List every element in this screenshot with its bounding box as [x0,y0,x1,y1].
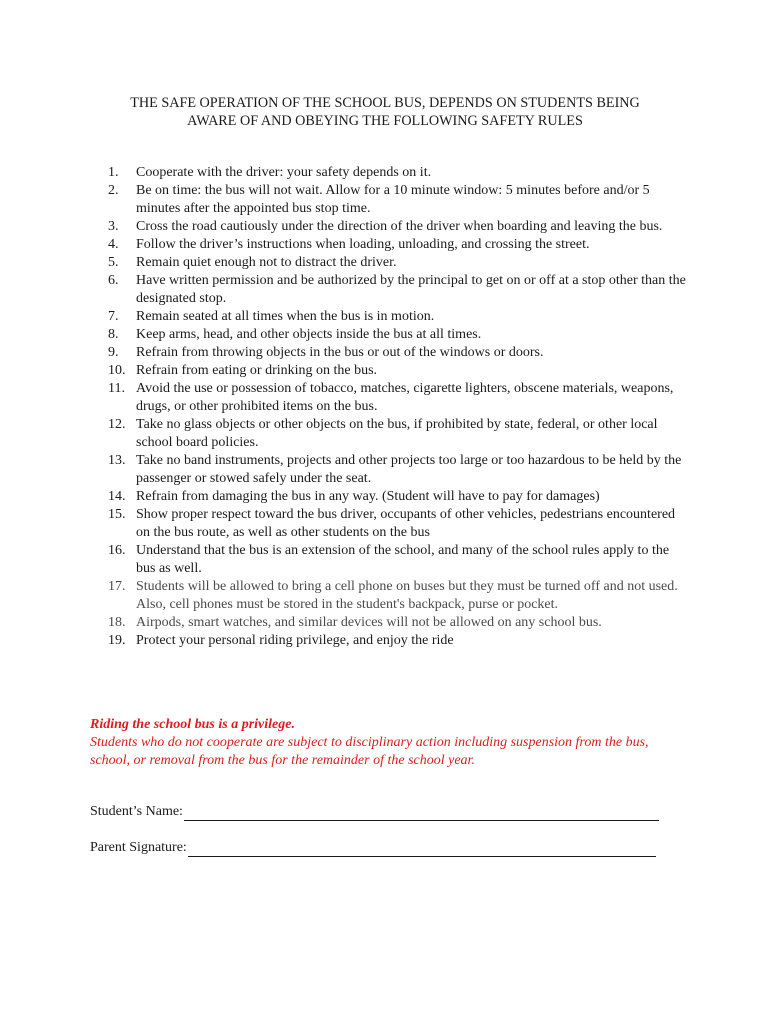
rule-text: Airpods, smart watches, and similar devices will not be allowed on any school bus. [136,615,602,630]
rule-text: Refrain from throwing objects in the bus or out of the windows or doors. [136,345,544,360]
rule-number: 9. [108,345,119,360]
rule-item [108,164,688,182]
rule-item [108,182,688,218]
rule-item [108,542,688,578]
rule-number: 5. [108,255,119,270]
rule-text: Show proper respect toward the bus driver, occupants of other vehicles, pedestrians encountered on the bus route, as well as other students on the bus [136,507,676,540]
rule-number: 6. [108,273,119,288]
rule-text: Take no band instruments, projects and other projects too large or too hazardous to be held by the passenger or stowed safely under the seat. [136,453,682,486]
rule-number: 19. [108,633,126,648]
rule-item [108,344,688,362]
student-name-line[interactable] [184,806,659,821]
rule-number: 18. [108,615,126,630]
rule-text: Refrain from damaging the bus in any way. (Student will have to pay for damages) [136,489,600,504]
rule-number: 17. [108,579,126,594]
rule-item [108,380,688,416]
rule-number: 7. [108,309,119,324]
rule-number: 14. [108,489,126,504]
safety-rules-list [108,164,688,650]
rule-item [108,488,688,506]
rule-item [108,452,688,488]
rule-text: Understand that the bus is an extension of the school, and many of the school rules apply to the bus as well. [136,543,670,576]
rule-item [108,236,688,254]
rule-text: Refrain from eating or drinking on the bus. [136,363,378,378]
rule-number: 10. [108,363,126,378]
rule-item [108,308,688,326]
rule-number: 8. [108,327,119,342]
rule-number: 3. [108,219,119,234]
rule-text: Protect your personal riding privilege, and enjoy the ride [136,633,454,648]
rule-text: Have written permission and be authorized by the principal to get on or off at a stop other than the designated stop. [136,273,686,306]
rule-number: 12. [108,417,126,432]
parent-signature-line[interactable] [188,842,656,857]
rule-number: 13. [108,453,126,468]
rule-number: 15. [108,507,126,522]
rule-text: Take no glass objects or other objects on the bus, if prohibited by state, federal, or other local school board policies. [136,417,658,450]
rule-number: 2. [108,183,119,198]
rule-text: Cooperate with the driver: your safety depends on it. [136,165,432,180]
rule-text: Remain seated at all times when the bus is in motion. [136,309,435,324]
rule-item [108,506,688,542]
rule-item [108,614,688,632]
rule-item [108,254,688,272]
title-line-1: THE SAFE OPERATION OF THE SCHOOL BUS, DEPENDS ON STUDENTS BEING [130,95,640,111]
rule-number: 11. [108,381,125,396]
rule-item [108,578,688,614]
student-name-field [90,803,659,821]
warning-lead: Riding the school bus is a privilege. [90,717,295,732]
rule-number: 4. [108,237,119,252]
student-name-label: Student’s Name: [90,804,183,819]
rule-item [108,362,688,380]
rule-text: Cross the road cautiously under the direction of the driver when boarding and leaving the bus. [136,219,663,234]
rule-text: Remain quiet enough not to distract the driver. [136,255,397,270]
rule-item [108,632,688,650]
rule-text: Follow the driver’s instructions when loading, unloading, and crossing the street. [136,237,590,252]
rule-text: Be on time: the bus will not wait. Allow for a 10 minute window: 5 minutes before and/or 5 minutes after the appointed bus stop time. [136,183,650,216]
rule-number: 16. [108,543,126,558]
rule-text: Avoid the use or possession of tobacco, matches, cigarette lighters, obscene materials, weapons, drugs, or other prohibited items on the bus. [136,381,674,414]
rule-text: Keep arms, head, and other objects inside the bus at all times. [136,327,482,342]
rule-text: Students will be allowed to bring a cell phone on buses but they must be turned off and not used. Also, cell phones must be stored in the student's backpack, purse or pocket. [136,579,678,612]
rule-number: 1. [108,165,119,180]
parent-signature-field [90,839,656,857]
title-line-2: AWARE OF AND OBEYING THE FOLLOWING SAFETY RULES [187,113,583,129]
rule-item [108,326,688,344]
rule-item [108,416,688,452]
rule-item [108,272,688,308]
privilege-warning [90,716,690,770]
warning-body: Students who do not cooperate are subject to disciplinary action including suspension from the bus, school, or removal from the bus for the remainder of the school year. [90,735,649,768]
document-title [60,94,710,130]
parent-signature-label: Parent Signature: [90,840,187,855]
rule-item [108,218,688,236]
